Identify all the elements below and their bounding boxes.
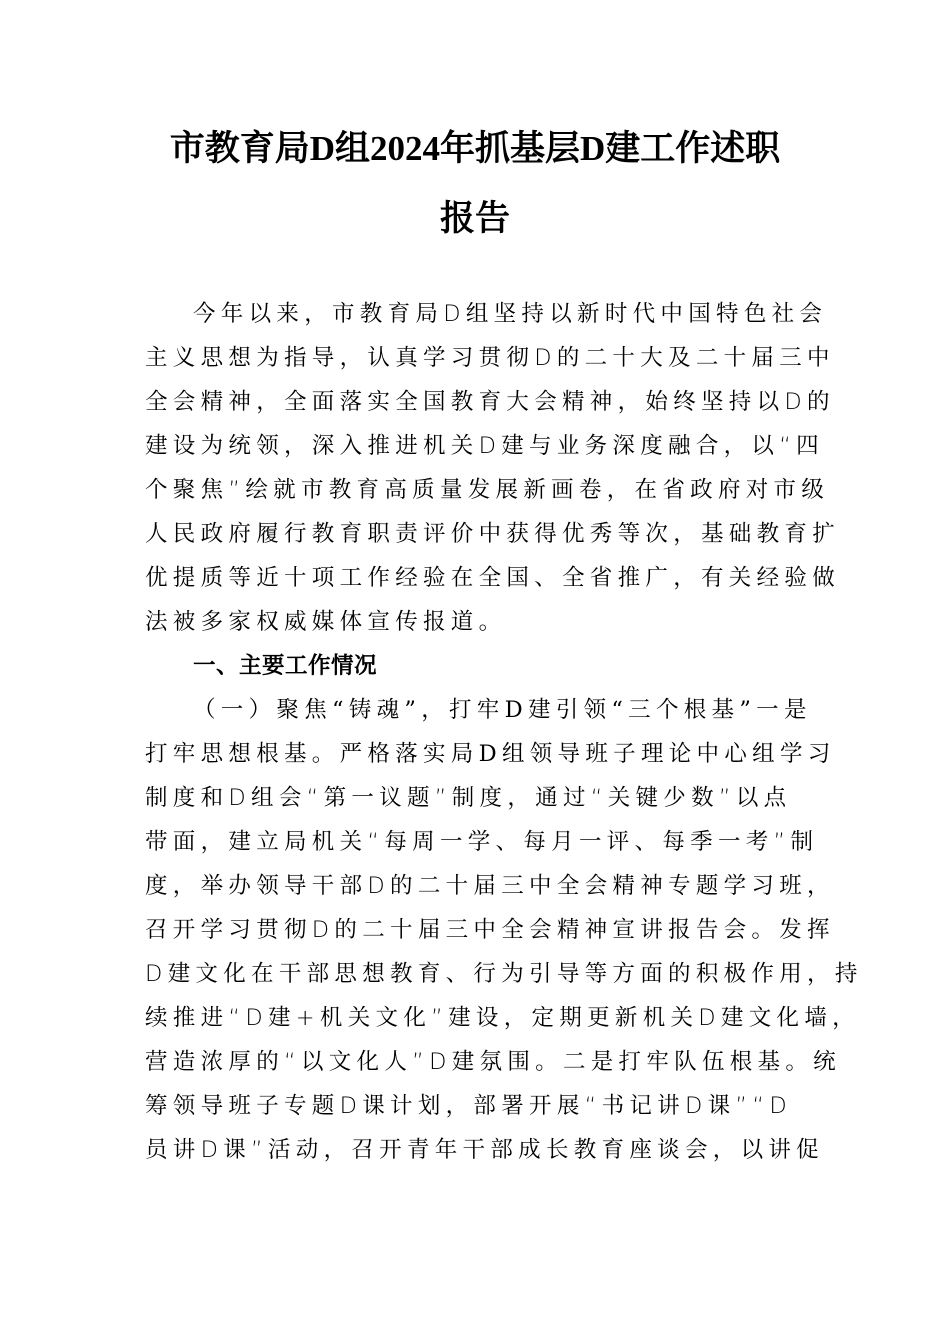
- title-line-1: 市教育局D组2024年抓基层D建工作述职: [169, 129, 781, 168]
- text-line: 主义思想为指导，认真学习贯彻D的二十大及二十届三中: [145, 345, 835, 371]
- text-line: 召开学习贯彻D的二十届三中全会精神宣讲报告会。发挥: [145, 917, 835, 943]
- text-line: 带面，建立局机关“每周一学、每月一评、每季一考”制: [145, 829, 819, 855]
- subsection-heading-line: （一）聚焦“铸魂”，打牢D建引领“三个根基”一是: [193, 697, 812, 723]
- text-line: 人民政府履行教育职责评价中获得优秀等次，基础教育扩: [145, 521, 841, 547]
- text-line: 营造浓厚的“以文化人”D建氛围。二是打牢队伍根基。统: [145, 1049, 841, 1075]
- text-line: 续推进“D建+机关文化”建设，定期更新机关D建文化墙，: [145, 1005, 860, 1031]
- document-body: [145, 292, 863, 1172]
- section-heading-text: 一、主要工作情况: [193, 653, 378, 679]
- text-line: 制度和D组会“第一议题”制度，通过“关键少数”以点: [145, 785, 792, 811]
- text-line: 打牢思想根基。严格落实局D组领导班子理论中心组学习: [145, 741, 836, 767]
- text-line: 优提质等近十项工作经验在全国、全省推广，有关经验做: [145, 565, 841, 591]
- text-line: 全会精神，全面落实全国教育大会精神，始终坚持以D的: [145, 389, 835, 415]
- subsection-paragraph: [145, 688, 863, 1172]
- text-line: D建文化在干部思想教育、行为引导等方面的积极作用，持: [145, 961, 863, 987]
- section-heading: [145, 644, 810, 688]
- text-line: 员讲D课”活动，召开青年干部成长教育座谈会，以讲促: [145, 1137, 824, 1163]
- text-line: 度，举办领导干部D的二十届三中全会精神专题学习班，: [145, 873, 835, 899]
- intro-paragraph: [145, 292, 841, 644]
- title-line-2: 报告: [439, 199, 510, 238]
- document-title: [145, 114, 805, 254]
- text-line: 今年以来，市教育局D组坚持以新时代中国特色社会: [193, 301, 828, 327]
- text-line: 法被多家权威媒体宣传报道。: [145, 609, 507, 635]
- text-line: 建设为统领，深入推进机关D建与业务深度融合，以“四: [145, 433, 824, 459]
- text-line: 个聚焦”绘就市教育高质量发展新画卷，在省政府对市级: [145, 477, 830, 503]
- text-line: 筹领导班子专题D课计划，部署开展“书记讲D课”“D: [145, 1093, 792, 1119]
